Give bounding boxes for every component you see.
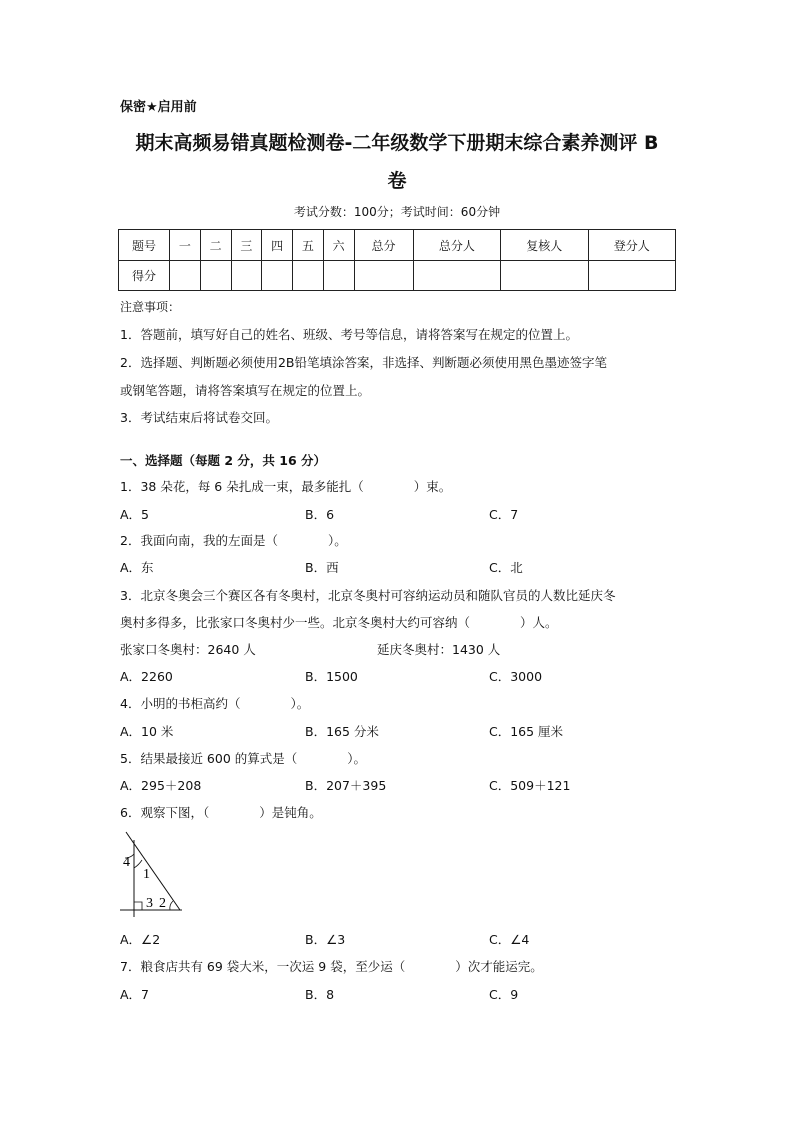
score-cell[interactable] bbox=[293, 261, 324, 291]
score-table-score-row bbox=[119, 261, 676, 291]
score-cell[interactable] bbox=[231, 261, 262, 291]
section-heading: 一、选择题（每题 2 分，共 16 分） bbox=[120, 453, 327, 468]
angle-label-4: 4 bbox=[123, 855, 130, 870]
exam-title bbox=[110, 124, 684, 200]
triangle-angle-figure bbox=[118, 828, 188, 920]
score-header-cell: 四 bbox=[262, 230, 293, 261]
option-a[interactable]: A．295＋208 bbox=[120, 778, 202, 793]
question-stem: 2．我面向南，我的左面是（ ）。 bbox=[120, 533, 347, 548]
right-angle-mark bbox=[134, 902, 142, 910]
score-cell[interactable] bbox=[354, 261, 413, 291]
question-stem: 6．观察下图，（ ）是钝角。 bbox=[120, 805, 322, 820]
score-header-cell: 一 bbox=[170, 230, 201, 261]
option-b[interactable]: B．1500 bbox=[305, 669, 358, 684]
score-header-cell: 题号 bbox=[119, 230, 170, 261]
score-header-cell: 三 bbox=[231, 230, 262, 261]
exam-title-line1: 期末高频易错真题检测卷-二年级数学下册期末综合素养测评 B bbox=[135, 132, 659, 154]
exam-title-line2: 卷 bbox=[387, 170, 407, 192]
angle-label-1: 1 bbox=[143, 867, 150, 882]
option-b[interactable]: B．165 分米 bbox=[305, 724, 379, 739]
score-header-cell: 复核人 bbox=[501, 230, 588, 261]
angle1-arc bbox=[134, 860, 142, 868]
note-item: 1．答题前，填写好自己的姓名、班级、考号等信息，请将答案写在规定的位置上。 bbox=[120, 327, 578, 342]
score-cell[interactable] bbox=[413, 261, 500, 291]
angle2-arc bbox=[170, 901, 173, 910]
question-stem: 5．结果最接近 600 的算式是（ ）。 bbox=[120, 751, 367, 766]
score-cell[interactable] bbox=[501, 261, 588, 291]
score-cell[interactable] bbox=[200, 261, 231, 291]
score-header-cell: 总分 bbox=[354, 230, 413, 261]
note-item: 或钢笔答题，请将答案填写在规定的位置上。 bbox=[120, 383, 371, 398]
option-a[interactable]: A．东 bbox=[120, 560, 154, 575]
angle-label-2: 2 bbox=[159, 896, 166, 911]
question-stem: 1．38 朵花，每 6 朵扎成一束，最多能扎（ ）束。 bbox=[120, 479, 452, 494]
option-b[interactable]: B．207＋395 bbox=[305, 778, 387, 793]
score-cell[interactable] bbox=[588, 261, 676, 291]
angle-label-3: 3 bbox=[146, 896, 153, 911]
info-zhangjiakou: 张家口冬奥村：2640 人 bbox=[120, 642, 256, 657]
question-stem-continued: 奥村多得多，比张家口冬奥村少一些。北京冬奥村大约可容纳（ ）人。 bbox=[120, 615, 558, 630]
confidential-label: 保密★启用前 bbox=[120, 100, 197, 115]
score-cell[interactable] bbox=[170, 261, 201, 291]
score-table-header-row bbox=[119, 230, 676, 261]
score-header-cell: 总分人 bbox=[413, 230, 500, 261]
option-b[interactable]: B．西 bbox=[305, 560, 339, 575]
option-c[interactable]: C．3000 bbox=[489, 669, 543, 684]
question-stem: 4．小明的书柜高约（ ）。 bbox=[120, 696, 310, 711]
option-a[interactable]: A．2260 bbox=[120, 669, 173, 684]
score-cell[interactable] bbox=[323, 261, 354, 291]
option-c[interactable]: C．北 bbox=[489, 560, 523, 575]
score-header-cell: 二 bbox=[200, 230, 231, 261]
option-a[interactable]: A．∠2 bbox=[120, 932, 161, 947]
option-b[interactable]: B．∠3 bbox=[305, 932, 346, 947]
note-item: 2．选择题、判断题必须使用2B铅笔填涂答案，非选择、判断题必须使用黑色墨迹签字笔 bbox=[120, 355, 607, 370]
question-stem: 7．粮食店共有 69 袋大米，一次运 9 袋，至少运（ ）次才能运完。 bbox=[120, 959, 543, 974]
option-a[interactable]: A．5 bbox=[120, 507, 150, 522]
question-stem: 3．北京冬奥会三个赛区各有冬奥村，北京冬奥村可容纳运动员和随队官员的人数比延庆冬 bbox=[120, 588, 616, 603]
option-a[interactable]: A．7 bbox=[120, 987, 150, 1002]
exam-info: 考试分数：100分；考试时间：60分钟 bbox=[293, 205, 501, 219]
note-item: 3．考试结束后将试卷交回。 bbox=[120, 410, 278, 425]
score-cell[interactable] bbox=[262, 261, 293, 291]
option-b[interactable]: B．6 bbox=[305, 507, 335, 522]
option-c[interactable]: C．7 bbox=[489, 507, 519, 522]
score-header-cell: 五 bbox=[293, 230, 324, 261]
option-b[interactable]: B．8 bbox=[305, 987, 335, 1002]
score-table bbox=[118, 229, 676, 291]
option-c[interactable]: C．165 厘米 bbox=[489, 724, 564, 739]
score-header-cell: 六 bbox=[323, 230, 354, 261]
option-c[interactable]: C．∠4 bbox=[489, 932, 530, 947]
notes-heading: 注意事项： bbox=[120, 300, 181, 314]
option-c[interactable]: C．509＋121 bbox=[489, 778, 571, 793]
option-a[interactable]: A．10 米 bbox=[120, 724, 174, 739]
score-row-label: 得分 bbox=[119, 261, 170, 291]
info-yanqing: 延庆冬奥村：1430 人 bbox=[377, 642, 501, 657]
option-c[interactable]: C．9 bbox=[489, 987, 519, 1002]
score-header-cell: 登分人 bbox=[588, 230, 676, 261]
